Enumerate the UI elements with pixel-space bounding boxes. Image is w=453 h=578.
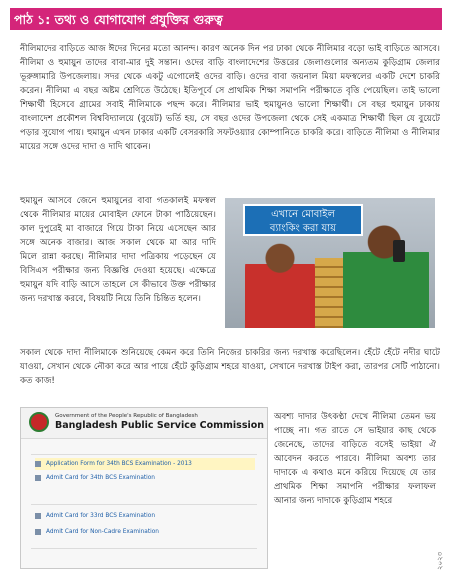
bullet-icon [35, 461, 41, 467]
paragraph-application: অবশ্য দাদার উৎকণ্ঠা দেখে নীলিমা তেমন ভয় পাচ্ছে না। গত রাতে সে ভাইয়ার কাছ থেকে জেনেছে, তাদের বাড়িতে বসেই ভাইয়া ঐ আবেদন করতে পারবে। নীলিমা অবশ্য তার দাদাকে এ কথাও মনে করিয়ে দিয়েছে যে তার প্রাথমিক শিক্ষা সমাপনি পরীক্ষার ফলাফল আনার জন্য দাদাকে কুড়িগ্রাম শহরে [274, 412, 436, 506]
government-seal-icon [29, 412, 49, 432]
site-header [21, 408, 267, 439]
divider [31, 504, 257, 505]
paragraph-mobile-money: হুমায়ুন আসবে জেনে হুমায়ুনের বাবা গতকালই মফস্বল থেকে নীলিমার মায়ের মোবাইল ফোনে টাকা পাঠিয়েছেন। কাল দুপুরেই মা বাজারে গিয়ে টাকা নিয়ে এসেছেন আর সঙ্গে অনেক বাজার। আজ সকাল থেকে মা আর দাদি মিলে রান্না করছে। নীলিমার দাদা পত্রিকায় পড়েছেন যে বিসিএস পরীক্ষার জন্য বিজ্ঞপ্তি দেওয়া হয়েছে। এক্ষেত্রে হুমায়ুন যদি বাড়ি আসে তাহলে সে কীভাবে উক্ত পরীক্ষার জন্য দরখাস্ত করবে, বিষয়টি নিয়ে তিনি চিন্তিত হলেন। [20, 196, 216, 304]
government-line: Government of the People's Republic of Bangladesh [55, 413, 198, 419]
divider [31, 548, 257, 549]
link-label: Admit Card for 34th BCS Examination [46, 475, 155, 481]
bullet-icon [35, 475, 41, 481]
commission-name: Bangladesh Public Service Commission [55, 420, 265, 431]
sign-line-1: এখানে মোবাইল [271, 209, 335, 220]
shop-shelf [315, 258, 345, 328]
woman-left [245, 238, 315, 328]
bullet-icon [35, 513, 41, 519]
sign-line-2: ব্যাংকিং করা যায় [269, 223, 337, 234]
paragraph-intro: নীলিমাদের বাড়িতে আজ ঈদের দিনের মতো আনন্দ। কারণ অনেক দিন পর ঢাকা থেকে নীলিমার বড়ো ভাই বাড়িতে আসবে। নীলিমা ও হুমায়ুন তাদের বাবা-মার দুই সন্তান। ওদের বাড়ি বাংলাদেশের উত্তরের জেলাগুলোর অন্যতম কুড়িগ্রাম জেলার ভূরুঙ্গামারি উপজেলায়। সদর থেকে একটু এগোলেই ওদের বাড়ি। ওদের বাবা জয়নাল মিয়া মফস্বলের একটি দেশে চাকরি করেন। নীলিমা এ বছর অষ্টম শ্রেণিতে উঠেছে। ইতিপূর্বে সে প্রাথমিক শিক্ষা সমাপনি পরীক্ষাতে বৃত্তি পেয়েছিল। তাই ভালো শিক্ষার্থী হিসেবে গ্রামের সবাই নীলিমাকে পছন্দ করে। নীলিমার ভাই হুমায়ুনও ভালো শিক্ষার্থী। সে বছর হুমায়ুন ঢাকায় বাংলাদেশ প্রকৌশল বিশ্ববিদ্যালয়ে (বুয়েট) ভর্তি হয়, সে বছর ওদের উপজেলা থেকে সেই একমাত্র শিক্ষার্থী ছিল যে বুয়েটে পড়ার সুযোগ পায়। হুমায়ুন এখন ঢাকার একটি বেসরকারি সফটওয়্যার কোম্পানিতে চাকরি করে। বাড়িতে নীলিমা ও নীলিমার মায়ের সঙ্গে ওদের দাদা ও দাদি থাকেন। [20, 44, 440, 152]
woman-on-phone [343, 220, 429, 328]
link-label: Admit Card for Non-Cadre Examination [46, 529, 159, 535]
link-application-form[interactable] [35, 458, 255, 470]
mobile-banking-photo [225, 198, 435, 328]
link-admit-card-33[interactable] [35, 510, 255, 522]
page-number: ২০২৩ [436, 551, 444, 570]
lesson-title: পাঠ ১: তথ্য ও যোগাযোগ প্রযুক্তির গুরুত্ব [14, 12, 223, 27]
link-admit-card-non-cadre[interactable] [35, 526, 255, 538]
bullet-icon [35, 529, 41, 535]
mobile-phone-icon [393, 240, 405, 262]
bpsc-website-screenshot [20, 407, 268, 569]
divider [31, 454, 257, 455]
mobile-banking-sign [243, 204, 363, 236]
paragraph-grandfather: সকাল থেকে দাদা নীলিমাকে শুনিয়েছে কেমন করে তিনি নিজের চাকরির জন্য দরখাস্ত করেছিলেন। হেঁটে হেঁটে নদীর ঘাটে যাওয়া, সেখান থেকে নৌকা করে আর পায়ে হেঁটে কুড়িগ্রাম শহরে যাওয়া, সেখানে দরখাস্ত টাইপ করা, তারপর সেটি পাঠানো। কত কাজ! [20, 348, 440, 386]
link-admit-card-34[interactable] [35, 472, 255, 484]
link-label: Admit Card for 33rd BCS Examination [46, 513, 155, 519]
link-label: Application Form for 34th BCS Examination - 2013 [46, 461, 192, 467]
